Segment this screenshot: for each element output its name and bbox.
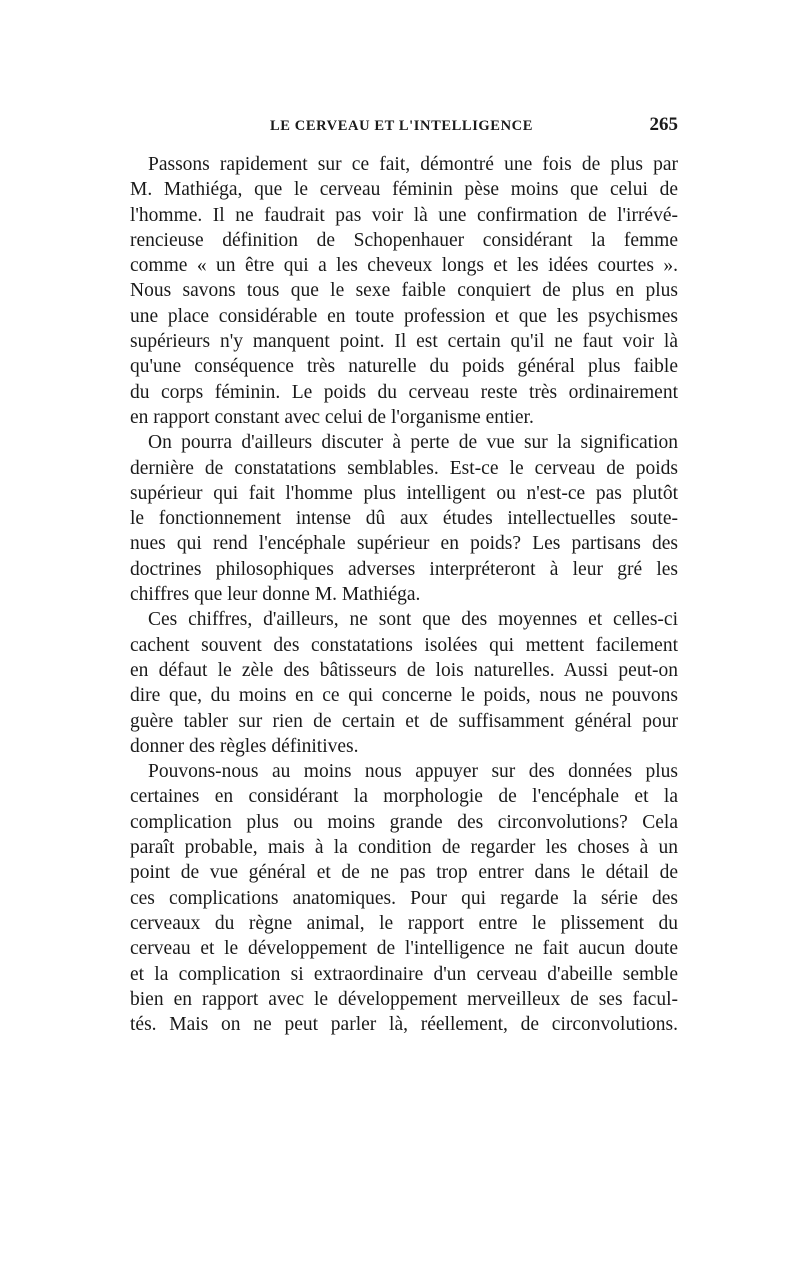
text-line: dire que, du moins en ce qui concerne le poids, nous ne pouvons <box>130 685 678 707</box>
text-line: doctrines philosophiques adverses interpréteront à leur gré les <box>130 558 678 580</box>
paragraph-1 <box>130 152 678 430</box>
text-line: comme « un être qui a les cheveux longs et les idées courtes ». <box>130 255 678 277</box>
paragraph-3 <box>130 607 678 759</box>
text-line: tés. Mais on ne peut parler là, réellement, de circonvolutions. <box>130 1014 678 1036</box>
text-line: paraît probable, mais à la condition de regarder les choses à un <box>130 837 678 859</box>
text-line: rencieuse définition de Schopenhauer considérant la femme <box>130 229 678 251</box>
text-line: chiffres que leur donne M. Mathiéga. <box>130 584 421 606</box>
text-line: et la complication si extraordinaire d'un cerveau d'abeille semble <box>130 963 678 985</box>
text-line: On pourra d'ailleurs discuter à perte de vue sur la signification <box>148 432 678 454</box>
text-line: guère tabler sur rien de certain et de suffisamment général pour <box>130 710 678 732</box>
text-line: donner des règles définitives. <box>130 735 359 757</box>
text-line: qu'une conséquence très naturelle du poids général plus faible <box>130 356 678 378</box>
paragraph-4 <box>130 759 678 1037</box>
text-line: Ces chiffres, d'ailleurs, ne sont que des moyennes et celles-ci <box>148 609 678 631</box>
body-text <box>130 152 678 1037</box>
text-line: l'homme. Il ne faudrait pas voir là une confirmation de l'irrévé- <box>130 204 678 226</box>
text-line: dernière de constatations semblables. Est-ce le cerveau de poids <box>130 457 678 479</box>
text-line: bien en rapport avec le développement merveilleux de ses facul- <box>130 988 678 1010</box>
text-line: cerveaux du règne animal, le rapport entre le plissement du <box>130 912 678 934</box>
text-line: le fonctionnement intense dû aux études intellectuelles soute- <box>130 508 678 530</box>
text-line: ces complications anatomiques. Pour qui regarde la série des <box>130 887 678 909</box>
text-line: en défaut le zèle des bâtisseurs de lois naturelles. Aussi peut-on <box>130 659 678 681</box>
text-line: une place considérable en toute profession et que les psychismes <box>130 305 678 327</box>
text-line: Nous savons tous que le sexe faible conquiert de plus en plus <box>130 280 678 302</box>
text-line: en rapport constant avec celui de l'organisme entier. <box>130 406 534 428</box>
text-line: M. Mathiéga, que le cerveau féminin pèse moins que celui de <box>130 179 678 201</box>
text-line: Pouvons-nous au moins nous appuyer sur des données plus <box>148 761 678 783</box>
text-line: cerveau et le développement de l'intelligence ne fait aucun doute <box>130 938 678 960</box>
page-number: 265 <box>649 114 678 135</box>
text-line: supérieur qui fait l'homme plus intelligent ou n'est-ce pas plutôt <box>130 482 678 504</box>
text-line: Passons rapidement sur ce fait, démontré une fois de plus par <box>148 154 678 175</box>
text-line: nues qui rend l'encéphale supérieur en poids? Les partisans des <box>130 533 678 555</box>
text-line: certaines en considérant la morphologie de l'encéphale et la <box>130 786 678 808</box>
text-line: cachent souvent des constatations isolées qui mettent facilement <box>130 634 678 656</box>
paragraph-2 <box>130 430 678 607</box>
running-head <box>130 116 678 140</box>
text-line: supérieurs n'y manquent point. Il est certain qu'il ne faut voir là <box>130 331 678 353</box>
text-line: du corps féminin. Le poids du cerveau reste très ordinairement <box>130 381 678 403</box>
text-line: point de vue général et de ne pas trop entrer dans le détail de <box>130 862 678 884</box>
text-line: complication plus ou moins grande des circonvolutions? Cela <box>130 811 678 833</box>
running-title: LE CERVEAU ET L'INTELLIGENCE <box>270 118 533 134</box>
